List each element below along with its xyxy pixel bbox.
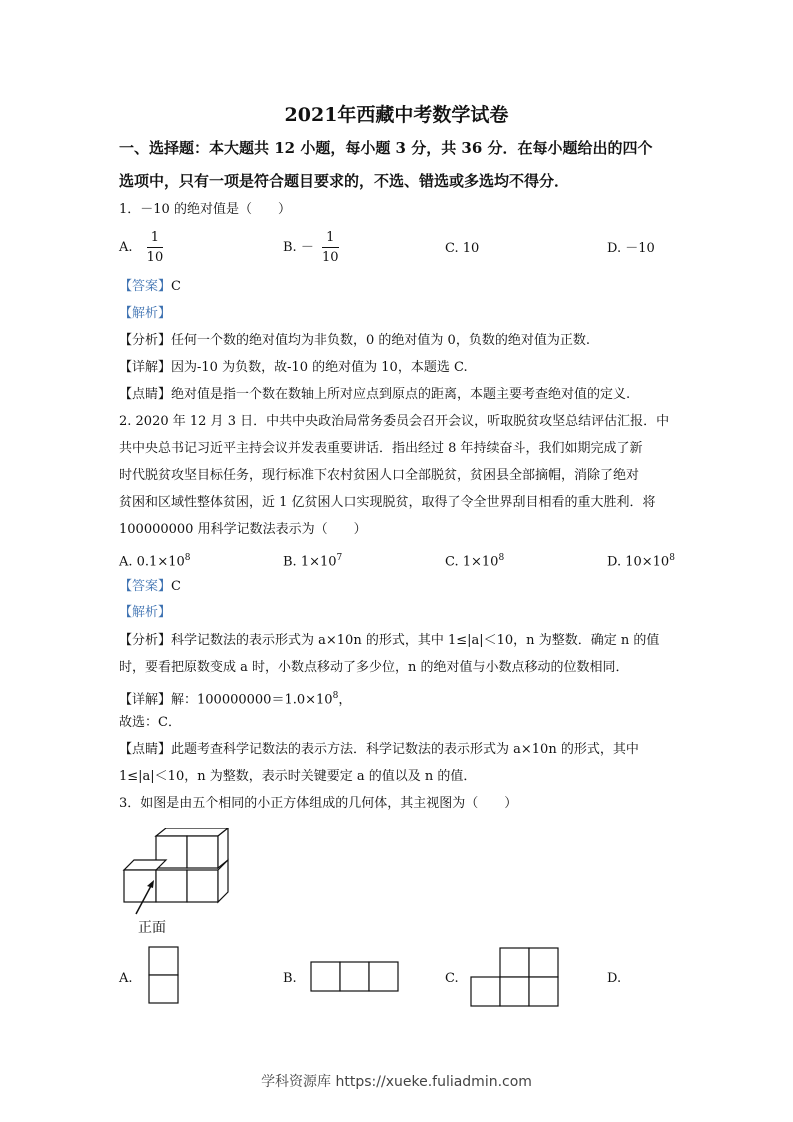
q2-option-c-exponent: 8 <box>498 553 505 563</box>
q2-answer-value: C <box>171 579 181 594</box>
q1-option-b <box>283 228 339 270</box>
q3-option-a-label: A. <box>119 971 133 986</box>
q2-option-c <box>445 549 504 571</box>
q2-xiangjie-exponent: 8 <box>332 691 339 701</box>
q2-stem-line1: 2. 2020 年 12 月 3 日．中共中央政治局常务委员会召开会议，听取脱贫攻坚总结评估汇报．中 <box>119 414 670 429</box>
q3-c-square-top-right <box>529 948 558 977</box>
cube-top-face <box>156 828 228 836</box>
q3-c-square-bottom-1 <box>471 977 500 1006</box>
q2-dianjing-line1 <box>119 741 639 759</box>
q2-xiangjie-tag: 【详解】 <box>119 692 172 708</box>
q2-option-d-text: D. 10×10 <box>607 554 670 570</box>
q1-xiangjie <box>119 359 468 377</box>
q3-option-b-label: B. <box>283 971 297 986</box>
q1-option-b-denominator: 10 <box>321 250 339 265</box>
q3-option-b-figure <box>310 961 400 993</box>
q2-stem-line2: 共中央总书记习近平主持会议并发表重要讲话．指出经过 8 年持续奋斗，我们如期完成了新 <box>119 441 643 456</box>
q2-option-d <box>607 549 675 571</box>
q1-answer-value: C <box>171 279 181 294</box>
q1-xiangjie-tag: 【详解】 <box>119 360 172 375</box>
q3-b-square-3 <box>369 962 398 991</box>
q2-fenxi-line1 <box>119 632 659 650</box>
q2-option-b <box>283 549 342 571</box>
q1-option-d: D. －10 <box>607 241 655 256</box>
q2-xiangjie-text: 解：100000000＝1.0×10 <box>171 692 333 708</box>
q1-option-a-numerator: 1 <box>147 228 164 248</box>
page-title: 2021年西藏中考数学试卷 <box>284 104 509 126</box>
q3-b-square-1 <box>311 962 340 991</box>
q3-stem: 3．如图是由五个相同的小正方体组成的几何体，其主视图为（ ） <box>119 796 518 811</box>
q2-dianjing-line2: 1≤|a|＜10，n 为整数，表示时关键要定 a 的值以及 n 的值． <box>119 769 477 784</box>
section-heading-line2: 选项中，只有一项是符合题目要求的，不选、错选或多选均不得分． <box>119 172 570 190</box>
q3-a-square-bottom <box>149 975 178 1003</box>
q2-xiangjie-end: ， <box>338 692 352 708</box>
q1-analysis-tag: 【解析】 <box>119 306 172 321</box>
q3-c-square-bottom-3 <box>529 977 558 1006</box>
cube-front-middle <box>156 870 187 902</box>
q1-option-a-denominator: 10 <box>146 250 164 265</box>
footer-watermark: 学科资源库 https://xueke.fuliadmin.com <box>261 1074 532 1090</box>
q1-fenxi-tag: 【分析】 <box>119 333 172 348</box>
q1-option-b-numerator: 1 <box>322 228 339 248</box>
q2-option-a-text: A. 0.1×10 <box>119 554 185 570</box>
q2-dianjing-text-1: 此题考查科学记数法的表示方法．科学记数法的表示形式为 a×10n 的形式，其中 <box>171 742 639 757</box>
q2-option-a-exponent: 8 <box>184 553 191 563</box>
q1-dianjing-tag: 【点睛】 <box>119 387 172 402</box>
q2-option-c-text: C. 1×10 <box>445 554 499 570</box>
q2-dianjing-tag: 【点睛】 <box>119 742 172 757</box>
q3-option-d-label: D. <box>607 971 622 986</box>
q2-option-b-exponent: 7 <box>336 553 343 563</box>
q1-dianjing <box>119 386 630 404</box>
q2-xiangjie <box>119 687 351 709</box>
q1-option-b-label: B. － <box>283 240 314 255</box>
cube-back-right <box>187 836 218 868</box>
q1-fenxi-text: 任何一个数的绝对值均为非负数，0 的绝对值为 0，负数的绝对值为正数. <box>171 333 590 348</box>
q2-analysis-tag: 【解析】 <box>119 605 172 620</box>
q2-fenxi-line2: 时，要看把原数变成 a 时，小数点移动了多少位，n 的绝对值与小数点移动的位数相同． <box>119 660 629 675</box>
q3-b-square-2 <box>340 962 369 991</box>
q3-option-c-figure <box>470 947 562 1009</box>
q2-option-d-exponent: 8 <box>669 553 675 563</box>
q2-stem-line3: 时代脱贫攻坚目标任务，现行标准下农村贫困人口全部脱贫，贫困县全部摘帽，消除了绝对 <box>119 468 640 483</box>
q1-fenxi <box>119 332 590 350</box>
q3-a-square-top <box>149 947 178 975</box>
q2-option-a <box>119 549 191 571</box>
q2-option-b-text: B. 1×10 <box>283 554 337 570</box>
q2-fenxi-text-1: 科学记数法的表示形式为 a×10n 的形式，其中 1≤|a|＜10，n 为整数．确定 n 的值 <box>171 633 660 648</box>
q1-option-c: C. 10 <box>445 241 480 256</box>
q1-xiangjie-text: 因为-10 为负数，故-10 的绝对值为 10，本题选 C. <box>171 360 468 375</box>
cube-front-right <box>187 870 218 902</box>
q2-stem-line5: 100000000 用科学记数法表示为（ ） <box>119 522 367 537</box>
q3-c-square-top-left <box>500 948 529 977</box>
q2-stem-line4: 贫困和区域性整体贫困，近 1 亿贫困人口实现脱贫，取得了令全世界刮目相看的重大胜利．将 <box>119 495 656 510</box>
section-heading-line1: 一、选择题：本大题共 12 小题，每小题 3 分，共 36 分．在每小题给出的四个 <box>119 139 653 157</box>
q2-answer-tag: 【答案】 <box>119 579 172 594</box>
q1-option-a-fraction <box>147 228 164 268</box>
q3-option-c-label: C. <box>445 971 459 986</box>
q3-c-square-bottom-2 <box>500 977 529 1006</box>
q1-stem: 1．－10 的绝对值是（ ） <box>119 202 291 217</box>
q1-option-a-label: A. <box>119 240 133 255</box>
q3-front-label: 正面 <box>138 920 166 936</box>
q1-answer-tag: 【答案】 <box>119 279 172 294</box>
q2-answer <box>119 578 181 596</box>
q1-option-b-fraction <box>322 228 339 268</box>
q3-option-a-figure <box>148 946 180 1006</box>
q1-dianjing-text: 绝对值是指一个数在数轴上所对应点到原点的距离，本题主要考查绝对值的定义. <box>171 387 631 402</box>
q1-answer <box>119 278 181 296</box>
q2-fenxi-tag: 【分析】 <box>119 633 172 648</box>
q2-guxuan: 故选：C． <box>119 715 181 730</box>
q1-option-a <box>119 228 163 270</box>
